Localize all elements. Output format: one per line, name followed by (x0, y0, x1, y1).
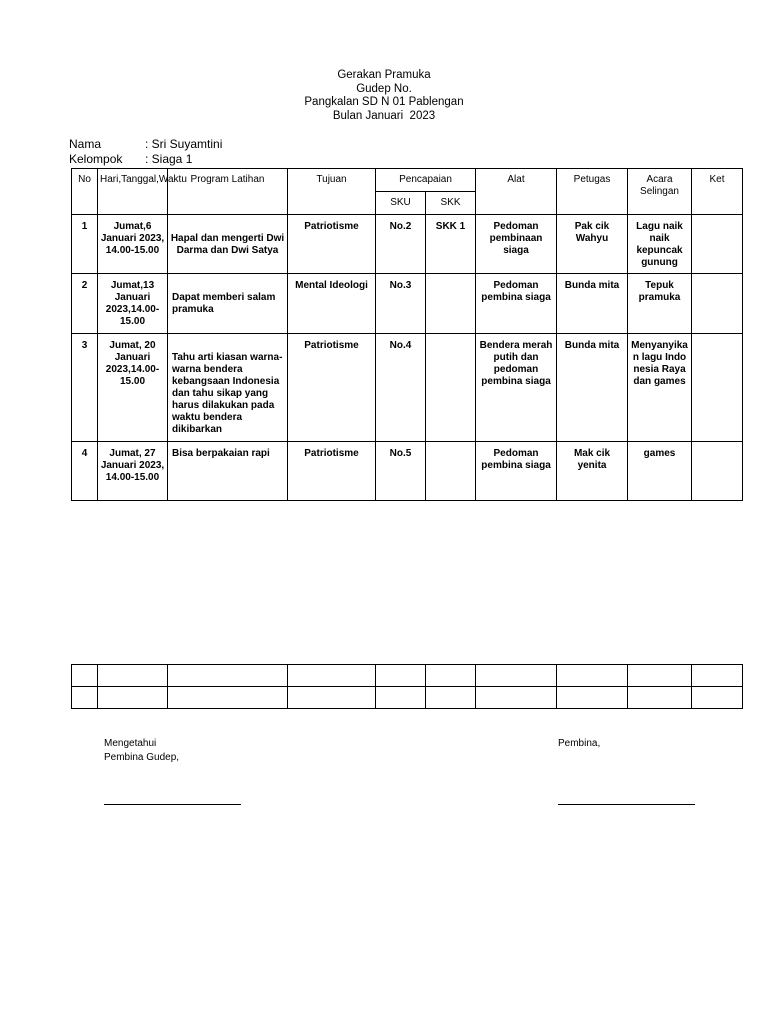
blank-cell (168, 665, 288, 687)
pembina-label: Pembina, (558, 738, 601, 749)
cell-sku: No.4 (376, 334, 426, 442)
blank-cell (98, 687, 168, 709)
cell-program: Tahu arti kiasan warna-warna bendera kebangsaan Indonesia dan tahu sikap yang harus dilakukan pada waktu bendera dikibarkan (168, 334, 288, 442)
header-petugas: Petugas (557, 169, 628, 215)
month-year: Bulan Januari 2023 (332, 109, 436, 122)
cell-sku: No.2 (376, 215, 426, 274)
table-row (72, 442, 743, 501)
blank-cell (426, 665, 476, 687)
blank-cell (628, 665, 692, 687)
cell-acara: Lagu naik naik kepuncak gunung (628, 215, 692, 274)
cell-tujuan: Patriotisme (288, 442, 376, 501)
cell-ket (692, 334, 743, 442)
cell-hari: Jumat,13 Januari 2023,14.00-15.00 (98, 274, 168, 334)
cell-program: Dapat memberi salam pramuka (168, 274, 288, 334)
cell-ket (692, 274, 743, 334)
blank-cell (628, 687, 692, 709)
cell-tujuan: Patriotisme (288, 215, 376, 274)
table-row (72, 334, 743, 442)
cell-hari: Jumat, 20 Januari 2023,14.00-15.00 (98, 334, 168, 442)
blank-cell (288, 687, 376, 709)
header-program: Program Latihan (168, 169, 288, 215)
cell-skk (426, 442, 476, 501)
cell-sku: No.5 (376, 442, 426, 501)
blank-table (71, 664, 743, 709)
cell-program: Hapal dan mengerti Dwi Darma dan Dwi Satya (168, 215, 288, 274)
header-hari: Hari,Tanggal,Waktu (98, 169, 168, 215)
blank-cell (288, 665, 376, 687)
schedule-table (71, 168, 743, 501)
blank-cell (692, 687, 743, 709)
blank-cell (168, 687, 288, 709)
cell-no: 3 (72, 334, 98, 442)
kelompok-label: Kelompok (69, 151, 123, 166)
cell-alat: Pedoman pembinaan siaga (476, 215, 557, 274)
blank-cell (476, 687, 557, 709)
cell-alat: Pedoman pembina siaga (476, 274, 557, 334)
blank-row (72, 665, 743, 687)
header-sku: SKU (376, 192, 426, 215)
blank-cell (376, 687, 426, 709)
cell-sku: No.3 (376, 274, 426, 334)
pembina-gudep-label: Pembina Gudep, (104, 752, 180, 763)
cell-petugas: Bunda mita (557, 274, 628, 334)
header-skk: SKK (426, 192, 476, 215)
footer-left (104, 737, 179, 765)
cell-no: 2 (72, 274, 98, 334)
cell-acara: games (628, 442, 692, 501)
header-tujuan: Tujuan (288, 169, 376, 215)
blank-cell (72, 665, 98, 687)
nama-label: Nama (69, 137, 102, 151)
table-row (72, 215, 743, 274)
blank-cell (557, 687, 628, 709)
blank-cell (98, 665, 168, 687)
header-no: No (72, 169, 98, 215)
cell-petugas: Mak cik yenita (557, 442, 628, 501)
cell-petugas: Pak cik Wahyu (557, 215, 628, 274)
cell-tujuan: Patriotisme (288, 334, 376, 442)
cell-petugas: Bunda mita (557, 334, 628, 442)
kelompok-value: : Siaga 1 (145, 151, 193, 166)
cell-tujuan: Mental Ideologi (288, 274, 376, 334)
header-acara: Acara Selingan (628, 169, 692, 215)
cell-no: 1 (72, 215, 98, 274)
cell-skk (426, 274, 476, 334)
cell-skk (426, 334, 476, 442)
blank-row (72, 687, 743, 709)
header-pencapaian: Pencapaian (376, 169, 476, 192)
blank-cell (476, 665, 557, 687)
mengetahui-label: Mengetahui (104, 738, 157, 749)
cell-hari: Jumat, 27 Januari 2023, 14.00-15.00 (98, 442, 168, 501)
cell-ket (692, 442, 743, 501)
cell-hari: Jumat,6 Januari 2023, 14.00-15.00 (98, 215, 168, 274)
cell-acara: Tepuk pramuka (628, 274, 692, 334)
footer-right (558, 737, 600, 751)
org-title: Gerakan Pramuka (337, 69, 431, 81)
nama-value: : Sri Suyamtini (145, 137, 223, 151)
cell-ket (692, 215, 743, 274)
signature-line-left (104, 804, 241, 805)
header-ket: Ket (692, 169, 743, 215)
blank-cell (692, 665, 743, 687)
cell-acara: Menyanyikan lagu Indonesia Raya dan games (628, 334, 692, 442)
signature-line-right (558, 804, 695, 805)
header-alat: Alat (476, 169, 557, 215)
blank-cell (426, 687, 476, 709)
cell-no: 4 (72, 442, 98, 501)
cell-alat: Pedoman pembina siaga (476, 442, 557, 501)
school-base: Pangkalan SD N 01 Pablengan (304, 96, 464, 108)
gudep-number: Gudep No. (356, 82, 412, 95)
table-row (72, 274, 743, 334)
document-header (0, 69, 768, 123)
blank-cell (557, 665, 628, 687)
cell-skk: SKK 1 (426, 215, 476, 274)
cell-alat: Bendera merah putih dan pedoman pembina siaga (476, 334, 557, 442)
cell-program: Bisa berpakaian rapi (168, 442, 288, 501)
blank-cell (376, 665, 426, 687)
blank-cell (72, 687, 98, 709)
